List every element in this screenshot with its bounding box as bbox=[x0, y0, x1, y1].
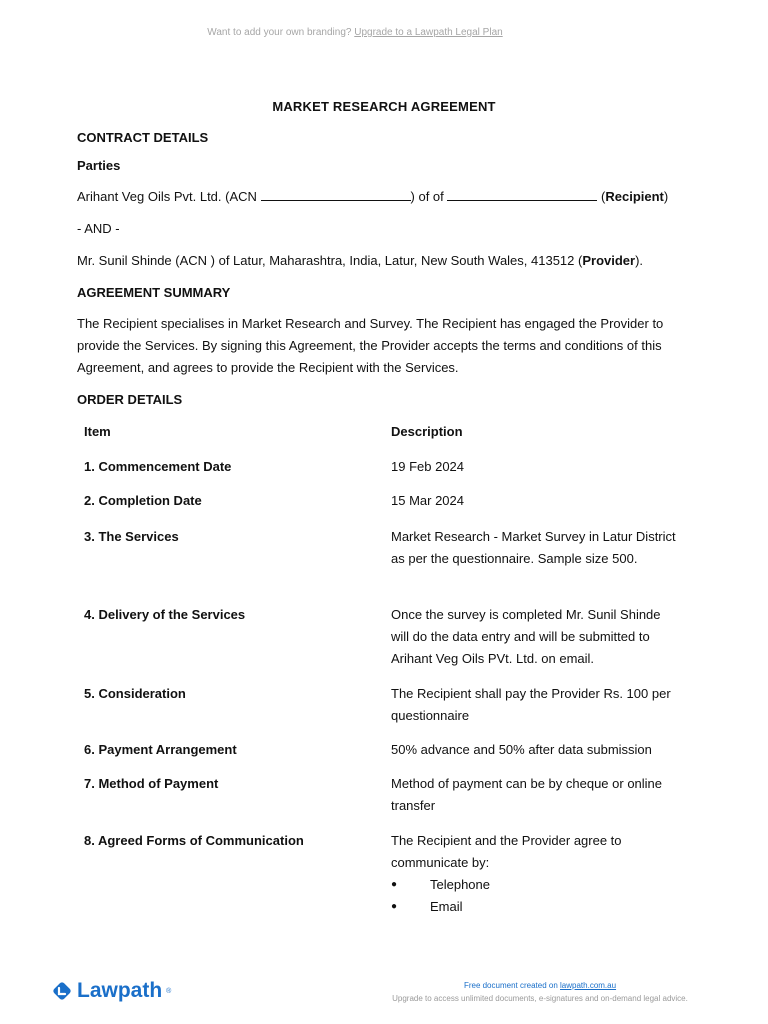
table-row-description: Market Research - Market Survey in Latur District as per the questionnaire. Sample size 500. bbox=[391, 529, 676, 566]
registered-mark: ® bbox=[166, 987, 172, 995]
upgrade-plan-link[interactable]: Upgrade to a Lawpath Legal Plan bbox=[354, 27, 503, 38]
provider-line: Mr. Sunil Shinde (ACN ) of Latur, Maharashtra, India, Latur, New South Wales, 413512 (Provider). bbox=[77, 253, 644, 268]
table-row-item: 5. Consideration bbox=[84, 686, 186, 701]
address-blank[interactable] bbox=[447, 189, 597, 201]
provider-role: Provider bbox=[582, 253, 636, 268]
table-row-description: The Recipient and the Provider agree to communicate by: bbox=[391, 833, 622, 870]
contract-details-heading: CONTRACT DETAILS bbox=[77, 130, 209, 145]
and-separator: - AND - bbox=[77, 221, 120, 236]
table-row-description: 19 Feb 2024 bbox=[391, 459, 465, 474]
table-row-item: 8. Agreed Forms of Communication bbox=[84, 833, 304, 848]
acn-blank[interactable] bbox=[261, 189, 411, 201]
branding-banner bbox=[0, 27, 710, 38]
recipient-role: Recipient bbox=[605, 189, 664, 204]
table-row-description: 15 Mar 2024 bbox=[391, 493, 464, 508]
bullet-icon: ● bbox=[391, 879, 398, 890]
branding-text: Want to add your own branding? bbox=[207, 27, 352, 38]
table-row-item: 3. The Services bbox=[84, 529, 179, 544]
table-row-description: The Recipient shall pay the Provider Rs. 100 per questionnaire bbox=[391, 686, 671, 723]
table-row-item: 1. Commencement Date bbox=[84, 459, 232, 474]
document-title: MARKET RESEARCH AGREEMENT bbox=[272, 99, 496, 114]
order-details-heading: ORDER DETAILS bbox=[77, 392, 183, 407]
lawpath-logo-text: Lawpath bbox=[77, 979, 163, 1002]
table-header-item: Item bbox=[84, 424, 111, 439]
table-row-description: Once the survey is completed Mr. Sunil Shinde will do the data entry and will be submitted to Arihant Veg Oils PVt. Ltd. on email. bbox=[391, 607, 661, 666]
table-row-item: 2. Completion Date bbox=[84, 493, 202, 508]
summary-heading: AGREEMENT SUMMARY bbox=[77, 285, 231, 300]
list-item: ● Telephone bbox=[391, 874, 691, 896]
upgrade-text: Upgrade to access unlimited documents, e-signatures and on-demand legal advice. bbox=[392, 994, 688, 1003]
footer-notice bbox=[375, 979, 705, 1005]
parties-heading: Parties bbox=[77, 158, 121, 173]
table-row-description: Method of payment can be by cheque or online transfer bbox=[391, 776, 663, 813]
table-header-description: Description bbox=[391, 424, 463, 439]
lawpath-site-link[interactable]: lawpath.com.au bbox=[560, 981, 617, 990]
table-row-item: 4. Delivery of the Services bbox=[84, 607, 246, 622]
lawpath-logo[interactable] bbox=[51, 979, 171, 1003]
recipient-line: Arihant Veg Oils Pvt. Ltd. (ACN ) of of (Recipient) bbox=[77, 189, 669, 204]
table-row-item: 7. Method of Payment bbox=[84, 776, 219, 791]
bullet-icon: ● bbox=[391, 901, 398, 912]
created-text: Free document created on bbox=[463, 981, 558, 990]
bullet-list bbox=[391, 874, 691, 918]
table-row-item: 6. Payment Arrangement bbox=[84, 742, 237, 757]
list-item: ● Email bbox=[391, 896, 691, 918]
table-row-description: 50% advance and 50% after data submission bbox=[391, 742, 652, 757]
summary-text: The Recipient specialises in Market Research and Survey. The Recipient has engaged the Provider to provide the Services. By signing this Agreement, the Provider accepts the terms and conditions of this Agreement, and agrees to provide the Recipient with the Services. bbox=[77, 316, 664, 375]
lawpath-logo-icon bbox=[51, 980, 73, 1002]
